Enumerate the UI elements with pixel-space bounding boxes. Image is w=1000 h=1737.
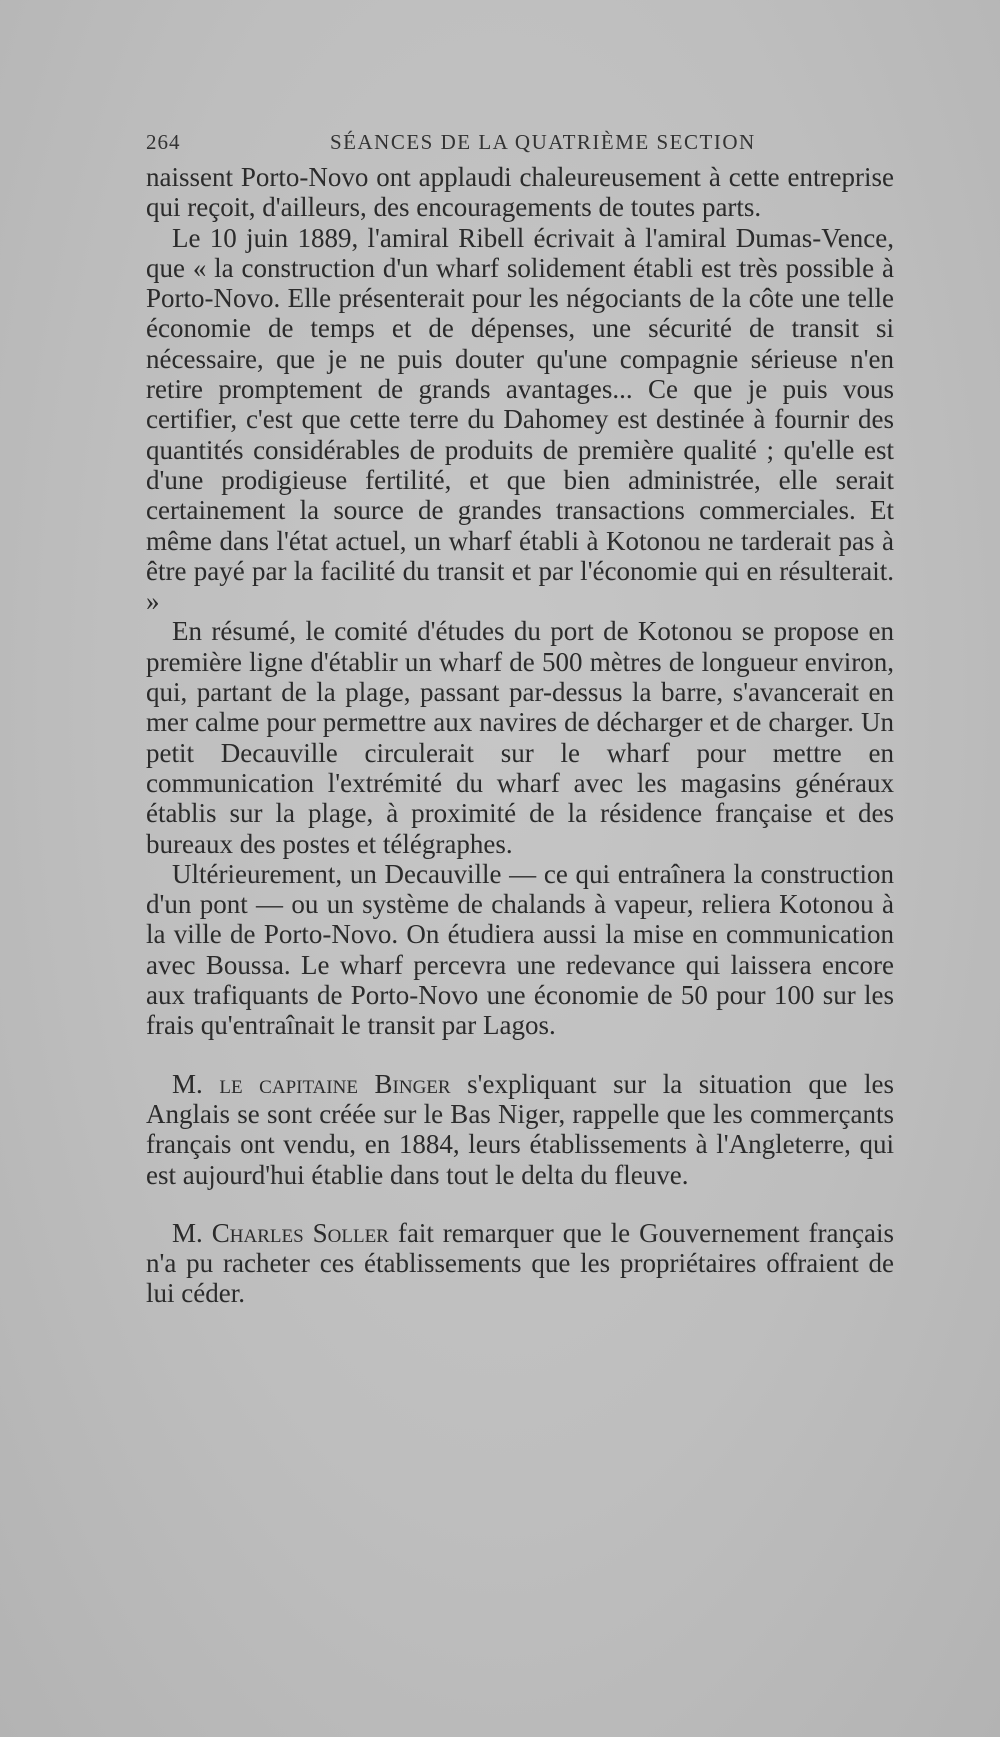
speaker-binger: M. le capitaine Binger (172, 1068, 451, 1099)
paragraph-binger (146, 1069, 894, 1190)
paragraph-continuation: naissent Porto-Novo ont applaudi chaleureusement à cette entreprise qui reçoit, d'ailleurs, des encouragements de toutes parts. (146, 162, 894, 223)
speaker-soller: M. Charles Soller (172, 1217, 389, 1248)
paragraph-summary: En résumé, le comité d'études du port de Kotonou se propose en première ligne d'établir un wharf de 500 mètres de longueur environ, qui, partant de la plage, passant par-dessus la barre, s'avancerait en mer calme pour permettre aux navires de décharger et de charger. Un petit Decauville circulerait sur le wharf pour mettre en communication l'extrémité du wharf avec les magasins généraux établis sur la plage, à proximité de la résidence française et des bureaux des postes et télégraphes. (146, 616, 894, 859)
paragraph-soller (146, 1218, 894, 1309)
paragraph-ribell-letter: Le 10 juin 1889, l'amiral Ribell écrivait à l'amiral Dumas-Vence, que « la construction d'un wharf solidement établi est très possible à Porto-Novo. Elle présenterait pour les négociants de la côte une telle économie de temps et de dépenses, une sécurité de transit si nécessaire, que je ne puis douter qu'une compagnie sérieuse n'en retire promptement de grands avantages... Ce que je puis vous certifier, c'est que cette terre du Dahomey est destinée à fournir des quantités considérables de produits de première qualité ; qu'elle est d'une prodigieuse fertilité, et que bien administrée, elle serait certainement la source de grandes transactions commerciales. Et même dans l'état actuel, un wharf établi à Kotonou ne tarderait pas à être payé par la facilité du transit et par l'économie qui en résulterait. » (146, 222, 894, 617)
running-title: SÉANCES DE LA QUATRIÈME SECTION (330, 130, 756, 154)
paragraph-binger-text: s'expliquant sur la situation que les Anglais se sont créée sur le Bas Niger, rappelle que les commerçants français ont vendu, en 1884, leurs établissements à l'Angleterre, qui est aujourd'hui établie dans tout le delta du fleuve. (146, 1068, 894, 1190)
paragraph-soller-text: fait remarquer que le Gouvernement français n'a pu racheter ces établissements que les propriétaires offraient de lui céder. (146, 1217, 895, 1309)
paragraph-later-plans: Ultérieurement, un Decauville — ce qui entraînera la construction d'un pont — ou un système de chalands à vapeur, reliera Kotonou à la ville de Porto-Novo. On étudiera aussi la mise en communication avec Boussa. Le wharf percevra une redevance qui laissera encore aux trafiquants de Porto-Novo une économie de 50 pour 100 sur les frais qu'entraînait le transit par Lagos. (146, 858, 894, 1041)
body-text (146, 162, 894, 1309)
page-number: 264 (146, 130, 181, 154)
running-header (146, 130, 856, 160)
